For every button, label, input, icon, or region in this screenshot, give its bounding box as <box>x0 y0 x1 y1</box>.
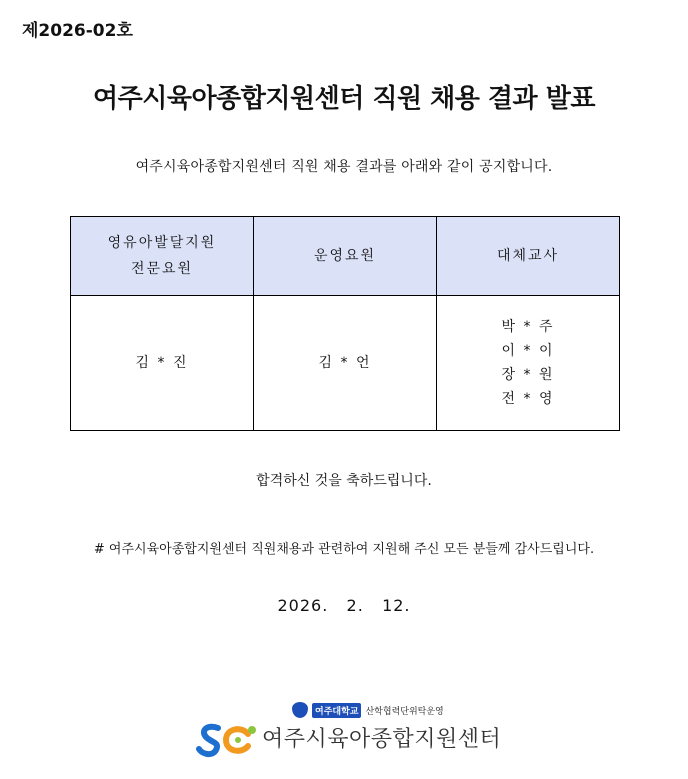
announcement-date: 2026. 2. 12. <box>277 596 411 615</box>
header-line: 대체교사 <box>496 248 560 264</box>
intro-text: 여주시육아종합지원센터 직원 채용 결과를 아래와 같이 공지합니다. <box>135 159 553 175</box>
page-title: 여주시육아종합지원센터 직원 채용 결과 발표 <box>93 84 595 114</box>
applicant-name: 박 * 주 <box>501 319 555 335</box>
footer-branding <box>196 700 502 760</box>
university-subtitle: 산학협력단위탁운영 <box>365 706 444 717</box>
cell-operations-staff <box>254 296 437 431</box>
applicant-name: 장 * 원 <box>501 367 555 383</box>
center-logo-icon <box>196 720 258 758</box>
header-line: 영유아발달지원 <box>107 235 217 251</box>
header-line: 전문요원 <box>130 261 194 277</box>
university-emblem-icon <box>292 702 308 718</box>
header-line: 운영요원 <box>313 248 377 264</box>
cell-substitute-teacher <box>437 296 620 431</box>
applicant-name: 김 * 진 <box>135 355 189 371</box>
applicant-name: 전 * 영 <box>501 391 555 407</box>
cell-development-specialist <box>71 296 254 431</box>
applicant-name: 이 * 이 <box>501 343 555 359</box>
results-table <box>70 216 620 431</box>
table-row <box>71 296 620 431</box>
thanks-note: # 여주시육아종합지원센터 직원채용과 관련하여 지원해 주신 모든 분들께 감사드립니다. <box>93 542 595 557</box>
applicant-name: 김 * 언 <box>318 355 372 371</box>
congratulation-text: 합격하신 것을 축하드립니다. <box>256 473 432 489</box>
header-substitute-teacher <box>437 217 620 296</box>
document-number: 제2026-02호 <box>22 21 133 41</box>
university-credit <box>292 701 444 719</box>
header-development-specialist <box>71 217 254 296</box>
table-header-row <box>71 217 620 296</box>
center-name: 여주시육아종합지원센터 <box>262 727 502 752</box>
university-name: 여주대학교 <box>312 703 361 718</box>
header-operations-staff <box>254 217 437 296</box>
